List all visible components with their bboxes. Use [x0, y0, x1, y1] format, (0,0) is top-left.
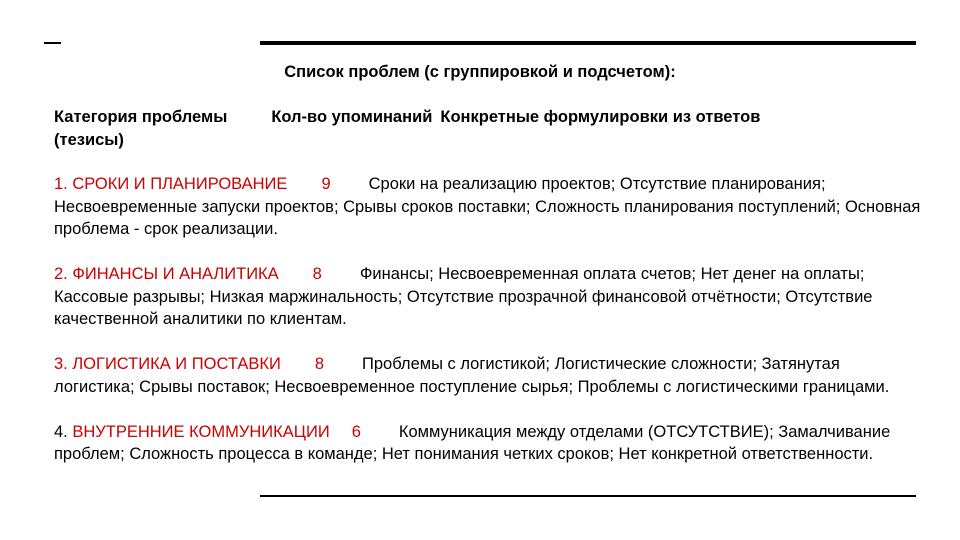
category-formulations: Сроки на реализацию проектов; Отсутствие планирования; Несвоевременные запуски проектов; Срывы сроков поставки; Сложность планирования поступлений; Основная проблема - срок реализации. [54, 175, 921, 238]
problem-list [54, 106, 924, 488]
header-count: Кол-во упоминаний [271, 108, 433, 126]
top-divider [260, 41, 916, 45]
category-count: 8 [314, 355, 325, 373]
header-formulations: Конкретные формулировки из ответов [440, 108, 761, 126]
category-formulations: Проблемы с логистикой; Логистические сложности; Затянутая логистика; Срывы поставок; Несвоевременное поступление сырья; Проблемы с логистическими границами. [54, 355, 890, 396]
category-count: 9 [321, 175, 331, 193]
slide-title: Список проблем (с группировкой и подсчетом): [284, 63, 676, 81]
header-category-note: (тезисы) [54, 130, 124, 149]
category-name: ВНУТРЕННИЕ КОММУНИКАЦИИ [72, 422, 330, 441]
category-count: 8 [312, 265, 322, 283]
category-formulations: Финансы; Несвоевременная оплата счетов; Нет денег на оплаты; Кассовые разрывы; Низкая маржинальность; Отсутствие прозрачной финансовой отчётности; Отсутствие качественной аналитики по клиентам. [54, 265, 873, 328]
table-header [54, 106, 924, 151]
bottom-divider [260, 495, 916, 497]
category-name: 1. СРОКИ И ПЛАНИРОВАНИЕ [54, 175, 288, 193]
category-item [54, 263, 924, 331]
category-item [54, 173, 924, 241]
category-name: 3. ЛОГИСТИКА И ПОСТАВКИ [54, 355, 281, 373]
category-prefix: 4. [54, 422, 73, 441]
dash-mark [44, 42, 61, 44]
category-count: 6 [351, 422, 361, 441]
category-item [54, 353, 924, 398]
category-item [54, 421, 924, 466]
header-category: Категория проблемы [54, 108, 228, 126]
category-name: 2. ФИНАНСЫ И АНАЛИТИКА [54, 265, 279, 283]
category-formulations: Коммуникация между отделами (ОТСУТСТВИЕ); Замалчивание проблем; Сложность процесса в команде; Нет понимания четких сроков; Нет конкретной ответственности. [54, 422, 891, 463]
